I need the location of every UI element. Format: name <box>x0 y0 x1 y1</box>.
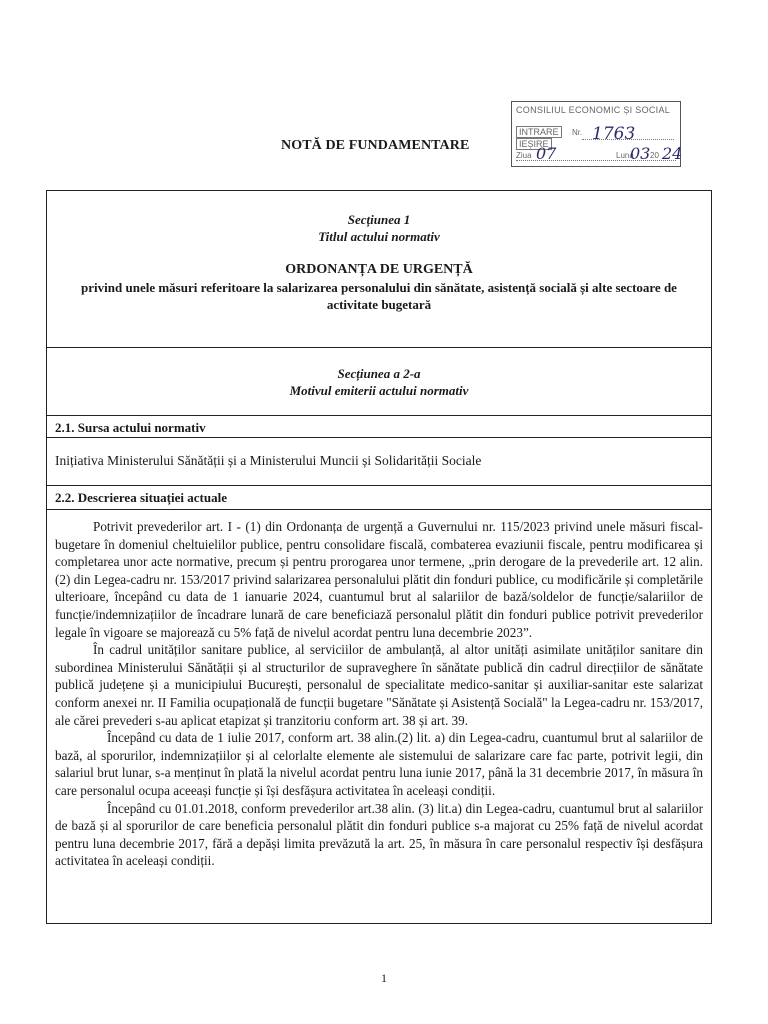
registration-stamp <box>511 101 681 167</box>
subsection-2-1-text: Inițiativa Ministerului Sănătății și a Ministerului Muncii și Solidarității Sociale <box>55 453 482 468</box>
stamp-entry-label: INTRARE <box>516 126 562 138</box>
document-table <box>46 190 712 924</box>
section-2 <box>47 365 711 399</box>
stamp-institution: CONSILIUL ECONOMIC ȘI SOCIAL <box>516 105 671 115</box>
body-paragraph: Începând cu 01.01.2018, conform prevederilor art.38 alin. (3) lit.a) din Legea-cadru, cuantumul brut al salariilor de bază și al sporurilor de care beneficia personalul plătit din fonduri publice s-a majorat cu 25% față de nivelul acordat pentru luna decembrie 2017, fără a depăși limita prevăzută la art. 25, în măsura în care personalul respectiv își desfășura activitatea în aceleași condiții. <box>55 800 703 869</box>
stamp-handwritten-month: 03 <box>630 144 651 163</box>
stamp-exit-label: IEȘIRE <box>516 138 552 150</box>
body-paragraph: În cadrul unităților sanitare publice, al serviciilor de ambulanță, al altor unități asimilate unităților sanitare din subordinea Ministerului Sănătății și al structurilor de supraveghere în sănătate publică din cadrul direcțiilor de sănătate publică județene și a municipiului București, personalul de specialitate medico-sanitar și auxiliar-sanitar este salarizat conform anexei nr. II Familia ocupațională de funcții bugetare "Sănătate și Asistență Socială" la Legea-cadru nr. 153/2017, ale cărei prevederi s-au aplicat etapizat și tranzitoriu conform art. 38 și art. 39. <box>55 642 703 728</box>
table-divider <box>47 509 711 510</box>
subsection-2-2-heading: 2.2. Descrierea situației actuale <box>55 490 227 505</box>
table-divider <box>47 437 711 438</box>
table-divider <box>47 485 711 486</box>
body-paragraph: Începând cu data de 1 iulie 2017, conform art. 38 alin.(2) lit. a) din Legea-cadru, cuantumul brut al salariilor de bază, al sporurilor, indemnizațiilor și al celorlalte elemente ale sistemului de salarizare care fac parte, potrivit legii, din salariul brut lunar, s-a menținut în plată la nivelul acordat pentru luna iunie 2017, până la 31 decembrie 2017, în măsura în care personalul ocupa aceeași funcție și își desfășura activitatea în aceleași condiții. <box>55 730 703 798</box>
stamp-month-label: Luna <box>616 151 634 160</box>
section-1-label: Secțiunea 1 <box>347 212 411 227</box>
subsection-2-1-heading: 2.1. Sursa actului normativ <box>55 420 206 435</box>
table-divider <box>47 415 711 416</box>
body-paragraph: Potrivit prevederilor art. I - (1) din Ordonanța de urgență a Guvernului nr. 115/2023 privind unele măsuri fiscal-bugetare în domeniul cheltuielilor publice, pentru consolidare fiscală, combaterea evaziunii fiscale, pentru modificarea și completarea unor acte normative, precum și pentru prorogarea unor termene, „prin derogare de la prevederile art. 12 alin. (2) din Legea-cadru nr. 153/2017 privind salarizarea personalului plătit din fonduri publice, cu modificările și completările ulterioare, începând cu data de 1 ianuarie 2024, cuantumul brut al salariilor de bază/soldelor de funcție/salariilor de funcție/indemnizațiilor de încadrare lunară de care beneficiază personalul plătit din fonduri publice potrivit prevederilor legale în vigoare se majorează cu 5% față de nivelul acordat pentru luna decembrie 2023”. <box>55 519 703 640</box>
section-2-subtitle: Motivul emiterii actului normativ <box>289 383 469 398</box>
subsection-2-2-body <box>55 518 703 870</box>
stamp-handwritten-year: 24 <box>662 144 683 163</box>
stamp-year-prefix: 20 <box>650 151 659 160</box>
section-2-label: Secțiunea a 2-a <box>337 366 421 381</box>
section-1 <box>47 211 711 313</box>
page-number: 1 <box>381 971 387 985</box>
stamp-handwritten-number: 1763 <box>592 124 636 144</box>
table-divider <box>47 347 711 348</box>
act-type: ORDONANȚA DE URGENȚĂ <box>285 262 473 277</box>
section-1-subtitle: Titlul actului normativ <box>318 229 440 244</box>
stamp-day-label: Ziua <box>516 151 532 160</box>
act-title: privind unele măsuri referitoare la salarizarea personalului din sănătate, asistență socială și alte sectoare de activitate bugetară <box>81 280 677 312</box>
stamp-handwritten-day: 07 <box>536 144 557 163</box>
stamp-nr-label: Nr. <box>572 128 583 137</box>
document-title: NOTĂ DE FUNDAMENTARE <box>281 138 470 153</box>
